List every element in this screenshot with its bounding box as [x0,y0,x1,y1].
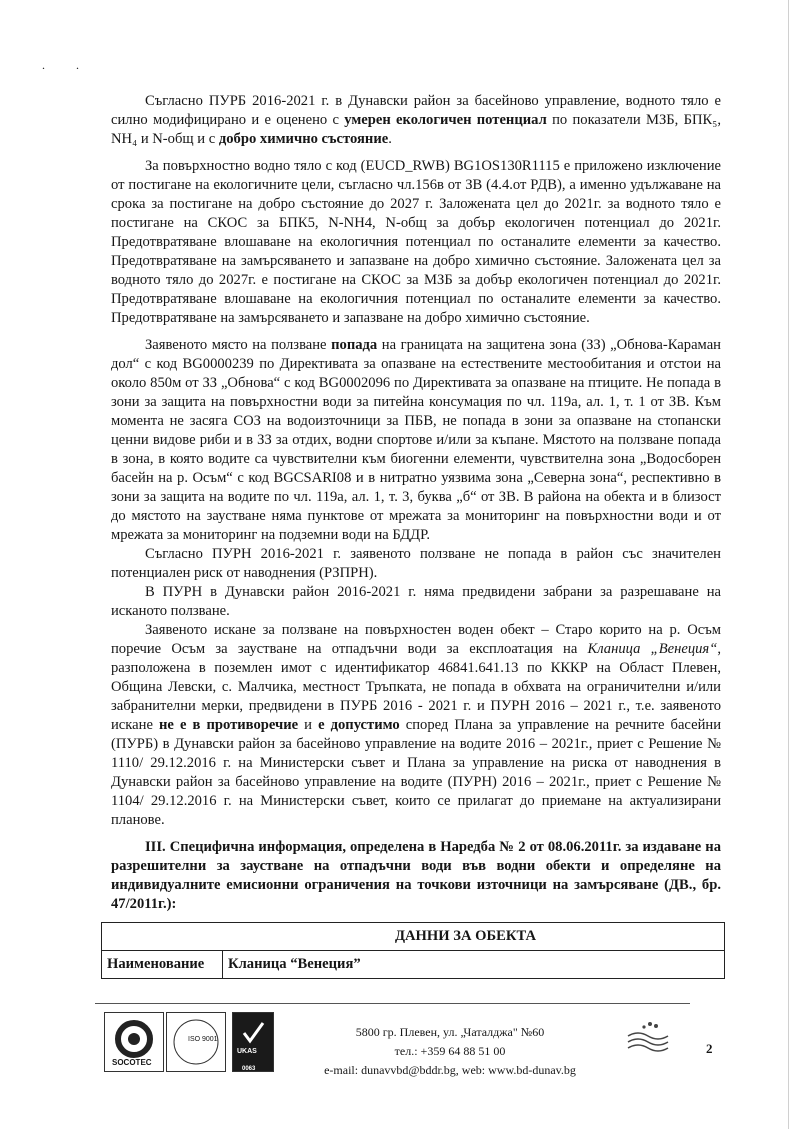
footer-email-web: e-mail: dunavvbd@bddr.bg, web: www.bd-dunav.bg [324,1063,576,1077]
page-number: 2 [706,1041,713,1056]
document-body [111,92,721,914]
table-row [102,951,725,979]
bold-text: е допустимо [318,717,400,733]
paragraph-protected-zones [111,336,721,545]
bold-text: добро химично състояние [218,131,389,147]
bold-text: умерен екологичен потенциал [344,112,547,128]
basin-directorate-logo-icon [622,1018,672,1058]
text: Съгласно ПУРБ 2016-2021 г. в Дунавски район за басейново управление, водното тяло е силно модифицирано и е оценено с [111,93,721,128]
table-header-cell: ДАННИ ЗА ОБЕКТА [102,923,725,951]
bold-text: не е в противоречие [159,717,299,733]
ukas-crown-tick-icon [233,1013,273,1071]
paragraph-exemption: За повърхностно водно тяло с код (EUCD_RWB) BG1OS130R1115 е приложено изключение от постигане на екологичните цели, съгласно чл.156в от ЗВ (4.4.от РДВ), а именно удължаване на срока за постигане на добро състояние до 2027 г. Заложената цел до 2021г. за водното тяло е постигане на СКОС за БПК5, N-NH4, N-общ за добър екологичен потенциал до 2021г. Предотвратяване влошаване на екологичния потенциал по останалите елементи за качество. Предотвратяване на замърсяването и запазване на добро химично състояние. Заложената цел за водното тяло до 2027г. е постигане на СКОС за МЗБ за добър екологичен потенциал до 2021г. Предотвратяване влошаване на екологичния потенциал по останалите елементи за качество. Предотвратяване на замърсяването и запазване на добро химично състояние. [111,158,721,326]
paragraph-ecological-status [111,92,721,149]
text: Заявеното място на ползване [145,337,332,353]
section-heading-specific-info: III. Специфична информация, определена в Наредба № 2 от 08.06.2011г. за издаване на разрешителни за заустване на отпадъчни води във водни обекти и определяне на индивидуалните емисионни ограничения на точкови източници на замърсяване (ДВ., бр. 47/2011г.): [111,839,721,912]
table-cell-value: Кланица “Венеция” [223,951,725,979]
ukas-logo-text: UKAS [237,1048,257,1055]
footer-phone: тел.: +359 64 88 51 00 [394,1044,506,1058]
ukas-number: 0063 [242,1066,256,1072]
scan-page-edge [788,0,789,1129]
text: по показатели МЗБ, БПК₅, NH₄ и N-общ и с [111,112,721,147]
italic-text: Кланица „Венеция“ [587,641,718,657]
text: , разположена в поземлен имот с идентификатор 46841.641.13 по КККР на Област Плевен, Община Левски, с. Малчика, местност Тръпката, не попада в обхвата на ограничителни и/или забранителни мерки, предвидени в ПУРБ 2016 - 2021 г. и ПУРН 2016 – 2021 г., т.е. заявеното искане [111,641,721,733]
bold-text: попада [331,337,378,353]
paragraph-request-assessment [111,621,721,830]
text: . [388,131,392,147]
object-data-table [101,922,725,979]
footer-divider [95,1003,690,1004]
table-header-row [102,923,725,951]
text: на границата на защитена зона (ЗЗ) „Обнова-Караман дол“ с код BG0000239 по Директивата за опазване на естествените местообитания и отстои на около 850м от ЗЗ „Обнова“ с код BG0002096 по Директивата за опазване на птиците. Не попада в зони за защита на повърхностни води за питейна консумация по чл. 119а, ал. 1, т. 1 от ЗВ. Към момента не засяга СОЗ на водоизточници за ПБВ, не попада в зони за опазване на стопански ценни видове риби и в ЗЗ за отдих, водни спортове и/или за къпане. Мястото на ползване попада в зона, в която водите са чувствителни към биогенни елементи, чувствителна зона „Водосборен басейн на р. Осъм“ с код BGCSARI08 и в нитратно уязвима зона „Северна зона“, респективно в зони за защита на водите по чл. 119а, ал. 1, т. 3, буква „б“ от ЗВ. В района на обекта и в близост до мястото на заустване няма пунктове от мрежата за мониторинг на повърхностни води и от мрежата за мониторинг на подземни води на БДДР. [111,337,721,543]
table-cell-label: Наименование [102,951,223,979]
text: според Плана за управление на речните басейни (ПУРБ) в Дунавски район за басейново управление на водите 2016 – 2021г., приет с Решение № 1110/ 29.12.2016 г. на Министерски съвет и Плана за управление на риска от наводнения в Дунавски район за басейново управление на водите (ПУРН) 2016 – 2021г., приет с Решение № 1104/ 29.12.2016 г. на Министерски съвет, които се прилагат до приемане на актуализирани планове. [111,717,721,828]
footer-contact [300,1023,600,1080]
footer-address: 5800 гр. Плевен, ул. „Чаталджа" №60 [355,1025,545,1039]
paragraph-prohibitions: В ПУРН в Дунавски район 2016-2021 г. няма предвидени забрани за разрешаване на исканото ползване. [111,584,721,619]
iso-logo-text: ISO 9001 [188,1036,218,1043]
text: и [298,717,319,733]
ukas-logo [232,1012,274,1072]
socotec-logo-text: SOCOTEC [112,1058,152,1067]
scan-artifact-dots: . . [42,58,93,72]
text: Заявеното искане за ползване на повърхностен воден обект – Старо корито на р. Осъм поречие Осъм за заустване на отпадъчни води за експлоатация на [111,622,721,657]
paragraph-flood-risk: Съгласно ПУРН 2016-2021 г. заявеното ползване не попада в район със значителен потенциален риск от наводнения (РЗПРН). [111,546,721,581]
